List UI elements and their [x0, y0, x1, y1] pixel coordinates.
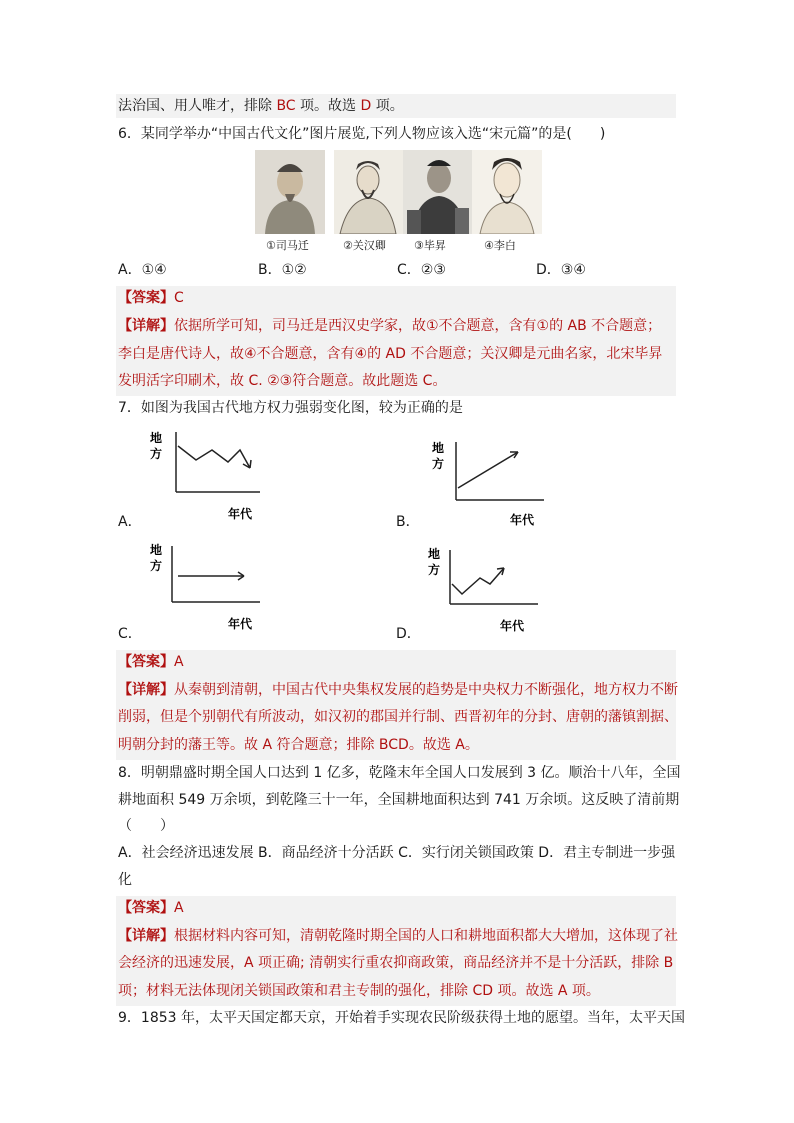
q7-chart-a-ylabel-1: 地	[150, 431, 163, 445]
q7-option-b: B．	[396, 514, 420, 530]
q7-stem: 7．如图为我国古代地方权力强弱变化图，较为正确的是	[118, 400, 463, 416]
q7-chart-d-line	[452, 568, 504, 594]
q6-option-d: D．③④	[536, 262, 586, 278]
q8-answer: 【答案】A	[118, 900, 184, 916]
q7-chart-c-ylabel-2: 方	[150, 559, 163, 573]
q5-explain-tail: 法治国、用人唯才，排除 BC 项。故选 D 项。	[118, 98, 404, 114]
q8-explain-line-2: 会经济的迅速发展，A 项正确; 清朝实行重农抑商政策，商品经济并不是十分活跃，排除 B	[118, 955, 674, 971]
q6-option-a: A．①④	[118, 262, 167, 278]
portrait-guan-hanqing-icon	[334, 150, 404, 234]
portrait-caption-3: ③毕昇	[414, 239, 446, 252]
q7-chart-a-line	[178, 446, 250, 468]
q6-option-c: C．②③	[397, 262, 446, 278]
portrait-bi-sheng-icon	[403, 150, 473, 234]
q7-chart-a	[140, 428, 270, 523]
q8-options-line-1: A．社会经济迅速发展 B．商品经济十分活跃 C．实行闭关锁国政策 D．君主专制进一步强	[118, 845, 676, 861]
q6-explain-line-2: 李白是唐代诗人，故④不合题意，含有④的 AD 不合题意；关汉卿是元曲名家，北宋毕昇	[118, 346, 663, 362]
q6-explain-line-1: 【详解】依据所学可知，司马迁是西汉史学家，故①不合题意，含有①的 AB 不合题意；	[118, 318, 662, 334]
q7-option-d: D．	[396, 626, 421, 642]
q6-answer: 【答案】C	[118, 290, 184, 306]
q7-chart-b-xlabel: 年代	[510, 513, 535, 527]
q7-option-c: C．	[118, 626, 142, 642]
q7-chart-c-xlabel: 年代	[228, 617, 253, 631]
q7-chart-c	[144, 540, 274, 635]
q7-chart-b-line	[458, 452, 518, 488]
q7-chart-a-xlabel: 年代	[228, 507, 253, 521]
portrait-caption-1: ①司马迁	[266, 239, 309, 252]
q8-stem-line-1: 8．明朝鼎盛时期全国人口达到 1 亿多，乾隆末年全国人口发展到 3 亿。顺治十八年，全国	[118, 765, 681, 781]
portrait-caption-2: ②关汉卿	[343, 239, 386, 252]
portrait-sima-qian-icon	[255, 150, 325, 234]
portrait-li-bai-icon	[472, 150, 542, 234]
q7-explain-line-3: 明朝分封的藩王等。故 A 符合题意；排除 BCD。故选 A。	[118, 737, 479, 753]
q6-stem: 6．某同学举办“中国古代文化”图片展览,下列人物应该入选“宋元篇”的是( )	[118, 126, 606, 142]
q8-explain-line-1: 【详解】根据材料内容可知，清朝乾隆时期全国的人口和耕地面积都大大增加，这体现了社	[118, 928, 678, 944]
q7-chart-d-ylabel-1: 地	[428, 547, 441, 561]
q7-chart-b-ylabel-2: 方	[432, 457, 445, 471]
q8-stem-line-3: （ ）	[118, 818, 174, 834]
q7-chart-d	[424, 544, 554, 639]
portrait-caption-4: ④李白	[484, 239, 516, 252]
q7-option-a: A．	[118, 514, 142, 530]
q7-chart-a-ylabel-2: 方	[150, 447, 163, 461]
q8-explain-line-3: 项；材料无法体现闭关锁国政策和君主专制的强化，排除 CD 项。故选 A 项。	[118, 983, 600, 999]
q6-option-b: B．①②	[258, 262, 307, 278]
q7-chart-c-ylabel-1: 地	[150, 543, 163, 557]
q8-options-line-2: 化	[118, 872, 132, 888]
q7-explain-line-1: 【详解】从秦朝到清朝，中国古代中央集权发展的趋势是中央权力不断强化，地方权力不断	[118, 682, 678, 698]
q7-answer: 【答案】A	[118, 654, 184, 670]
q7-chart-d-ylabel-2: 方	[428, 563, 441, 577]
q7-chart-d-xlabel: 年代	[500, 619, 525, 633]
q7-chart-b	[426, 438, 556, 533]
q7-chart-b-ylabel-1: 地	[432, 441, 445, 455]
q9-stem: 9．1853 年，太平天国定都天京，开始着手实现农民阶级获得土地的愿望。当年，太平天国	[118, 1010, 685, 1026]
q8-stem-line-2: 耕地面积 549 万余顷，到乾隆三十一年，全国耕地面积达到 741 万余顷。这反映了清前期	[118, 792, 680, 808]
q6-explain-line-3: 发明活字印刷术，故 C. ②③符合题意。故此题选 C。	[118, 373, 447, 389]
q7-explain-line-2: 削弱，但是个别朝代有所波动，如汉初的郡国并行制、西晋初年的分封、唐朝的藩镇割据、	[118, 709, 678, 725]
